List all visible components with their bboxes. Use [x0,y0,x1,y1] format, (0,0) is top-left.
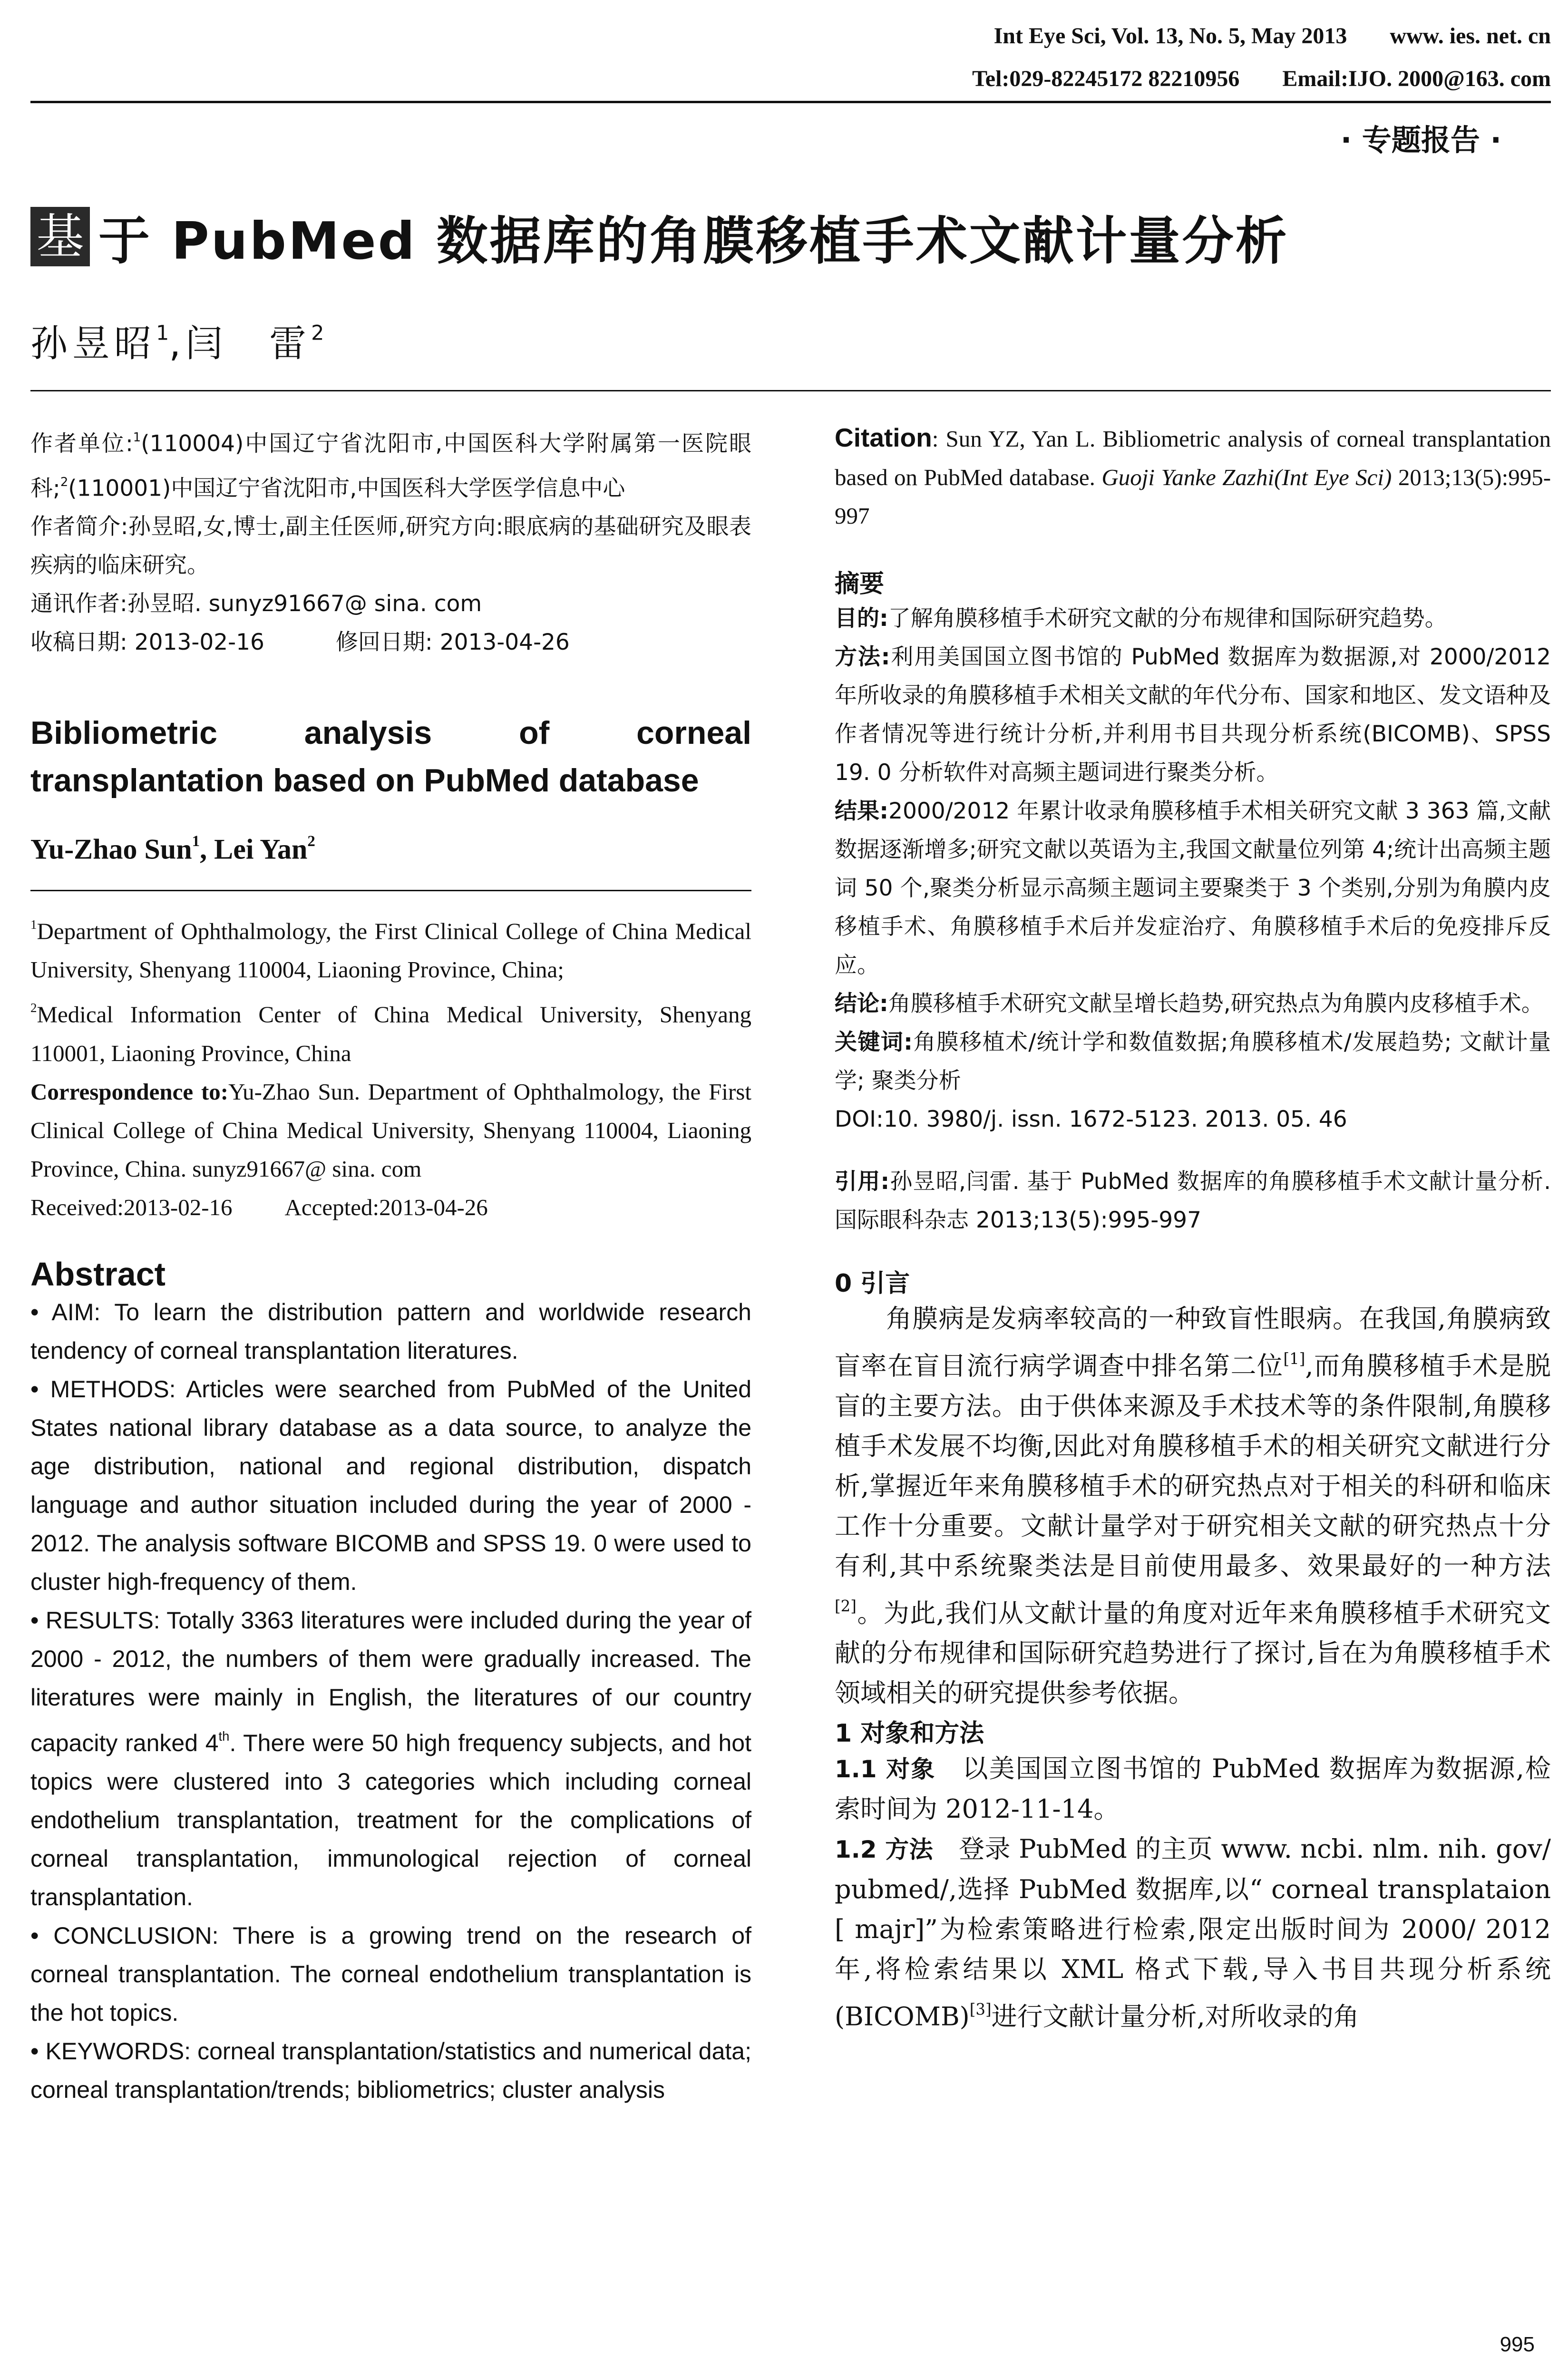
journal-citation: Int Eye Sci, Vol. 13, No. 5, May 2013 [993,23,1347,49]
correspondence-en: Correspondence to:Yu-Zhao Sun. Department of Ophthalmology, the First Clinical College of China Medical University, Shenyang 110004, Liaoning Province, China. sunyz91667@ sina. com [30,1078,751,1182]
dates-en: Received:2013-02-16 Accepted:2013-04-26 [30,1194,488,1220]
abstract-heading: Abstract [30,1255,166,1293]
abstract-results-cn: 结果:2000/2012 年累计收录角膜移植手术相关研究文献 3 363 篇,文献数据逐渐增多;研究文献以英语为主,我国文献量位列第 4;统计出高频主题词 50 个,聚类分析显示高频主题词主要聚类于 3 个类别,分别为角膜内皮移植手术、角膜移植手术后并发症治疗、角膜移植手术后的免疫排斥反应。 [835,798,1551,978]
author-bio-cn: 作者简介:孙昱昭,女,博士,副主任医师,研究方向:眼底病的基础研究及眼表疾病的临床研究。 [30,514,751,579]
author-2: 闫 雷 [185,322,312,365]
abstract-methods: • METHODS: Articles were searched from PubMed of the United States national library database as a data source, to analyze the age distribution, national and regional distribution, dispatch language and author situation included during the year of 2000 - 2012. The analysis software BICOMB and SPSS 19. 0 were used to cluster high-frequency of them. [30,1375,751,1595]
abstract-keywords: • KEYWORDS: corneal transplantation/statistics and numerical data; corneal transplantation/trends; bibliometrics; cluster analysis [30,2037,751,2103]
section-1-heading: 1 对象和方法 [835,1719,984,1748]
abstract-results: • RESULTS: Totally 3363 literatures were included during the year of 2000 - 2012, the numbers of them were gradually increased. The literatures were mainly in English, the literatures of our country capacity ranked 4th. There were 50 high frequency subjects, and hot topics were clustered into 3 categories which including corneal endothelium transplantation, treatment for the complications of corneal transplantation, immunological rejection of corneal transplantation. [30,1607,751,1910]
header-rule [30,101,1551,103]
section-1-2: 1.2 方法 登录 PubMed 的主页 www. ncbi. nlm. nih. gov/ pubmed/,选择 PubMed 数据库,以“ corneal transplataion [ majr]”为检索策略进行检索,限定出版时间为 2000/ 2012 年,将检索结果以 XML 格式下载,导入书目共现分析系统(BICOMB)[3]进行文献计量分析,对所收录的角 [835,1834,1551,2032]
doi: DOI:10. 3980/j. issn. 1672-5123. 2013. 05. 46 [835,1106,1347,1132]
page-title [30,200,1289,273]
english-title: Bibliometric analysis of corneal transplantation based on PubMed database [30,715,751,799]
chinese-abstract-heading: 摘要 [835,570,885,598]
section-0-heading: 0 引言 [835,1269,910,1298]
affiliation-2-en: $^2$Medical Information Center of China Medical University, Shenyang 110001, Liaoning Province, China [30,1001,751,1066]
introduction-paragraph: 角膜病是发病率较高的一种致盲性眼病。在我国,角膜病致盲率在盲目流行病学调查中排名第二位[1],而角膜移植手术是脱盲的主要方法。由于供体来源及手术技术等的条件限制,角膜移植手术发展不均衡,因此对角膜移植手术的相关研究文献进行分析,掌握近年来角膜移植手术的研究热点对于相关的科研和临床工作十分重要。文献计量学对于研究相关文献的研究热点十分有利,其中系统聚类法是目前使用最多、效果最好的一种方法[2]。为此,我们从文献计量的角度对近年来角膜移植手术研究文献的分布规律和国际研究趋势进行了探讨,旨在为角膜移植手术领域相关的研究提供参考依据。 [835,1304,1551,1708]
journal-website: www. ies. net. cn [1390,23,1551,49]
dates-cn: 收稿日期: 2013-02-16 修回日期: 2013-04-26 [30,629,570,656]
author-1: 孙昱昭 [30,322,156,365]
author-2-affiliation-mark: 2 [311,321,324,345]
title-text: 于 PubMed 数据库的角膜移植手术文献计量分析 [98,212,1289,271]
author-1-affiliation-mark: 1 [156,321,169,345]
title-dropcap: 基 [30,207,90,266]
page-number: 995 [1500,2333,1535,2356]
section-tag: · 专题报告 · [1340,123,1501,157]
abstract-aim: • AIM: To learn the distribution pattern and worldwide research tendency of corneal transplantation literatures. [30,1298,751,1364]
journal-tel: Tel:029-82245172 82210956 [972,66,1240,91]
cite-as-cn: 引用:孙昱昭,闫雷. 基于 PubMed 数据库的角膜移植手术文献计量分析. 国际眼科杂志 2013;13(5):995-997 [835,1169,1551,1233]
journal-header-line1 [951,23,1551,49]
abstract-objective-cn: 目的:了解角膜移植手术研究文献的分布规律和国际研究趋势。 [835,605,1447,632]
abstract-conclusion: • CONCLUSION: There is a growing trend on the research of corneal transplantation. The corneal endothelium transplantation is the hot topics. [30,1922,751,2026]
keywords-cn: 关键词:角膜移植术/统计学和数值数据;角膜移植术/发展趋势; 文献计量学; 聚类分析 [835,1029,1551,1094]
title-rule [30,390,1551,391]
citation-en: Citation: Sun YZ, Yan L. Bibliometric analysis of corneal transplantation based on PubMed database. Guoji Yanke Zazhi(Int Eye Sci) 2013;13(5):995-997 [835,423,1551,529]
abstract-conclusion-cn: 结论:角膜移植手术研究文献呈增长趋势,研究热点为角膜内皮移植手术。 [835,991,1544,1017]
right-column [835,419,1551,2037]
correspondence-cn: 通讯作者:孙昱昭. sunyz91667@ sina. com [30,591,482,617]
author-separator: , [169,322,186,365]
journal-email: Email:IJO. 2000@163. com [1282,66,1551,91]
author-affiliation-cn: 作者单位:$^1$(110004)中国辽宁省沈阳市,中国医科大学附属第一医院眼科;$^2$(110001)中国辽宁省沈阳市,中国医科大学医学信息中心 [30,430,752,502]
journal-header-line2 [929,66,1551,92]
english-authors: Yu-Zhao Sun$^1$, Lei Yan$^2$ [30,833,315,865]
section-1-1: 1.1 对象 以美国国立图书馆的 PubMed 数据库为数据源,检索时间为 2012-11-14。 [835,1754,1551,1824]
left-column [30,419,751,2109]
affiliation-1-en: $^1$Department of Ophthalmology, the First Clinical College of China Medical University, Shenyang 110004, Liaoning Province, China; [30,917,751,983]
authors-chinese [30,314,324,367]
abstract-methods-cn: 方法:利用美国国立图书馆的 PubMed 数据库为数据源,对 2000/2012 年所收录的角膜移植手术相关文献的年代分布、国家和地区、发文语种及作者情况等进行统计分析,并利用书目共现分析系统(BICOMB)、SPSS 19. 0 分析软件对高频主题词进行聚类分析。 [835,644,1551,786]
